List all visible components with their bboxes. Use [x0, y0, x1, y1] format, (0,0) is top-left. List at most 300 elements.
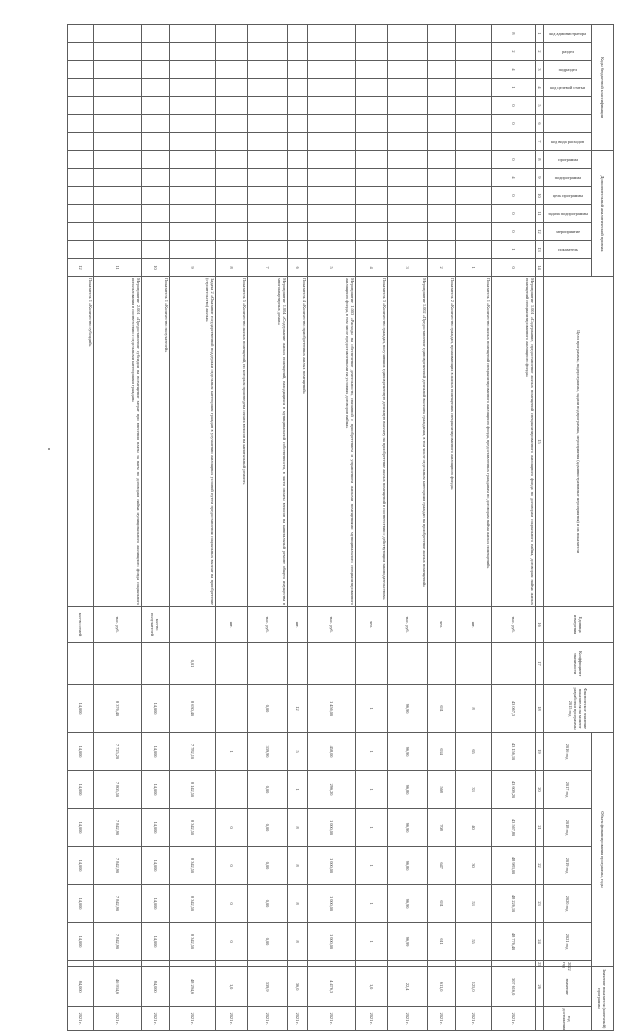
code-cell	[216, 187, 248, 205]
column-number: 18	[536, 685, 544, 733]
row-unit: чел.	[428, 607, 456, 643]
row-weight	[142, 643, 170, 685]
column-number: 7	[536, 133, 544, 151]
code-cell: 0	[492, 205, 536, 223]
code-cell	[94, 79, 142, 97]
row-year-value: 96,80	[388, 847, 428, 885]
code-cell	[308, 25, 356, 43]
header-code-label: программа	[558, 157, 578, 162]
row-year-value: 708	[428, 809, 456, 847]
code-cell	[248, 25, 288, 43]
row-year-value: 14,000	[68, 885, 94, 923]
header-weight: Коэффициент значимости	[544, 643, 614, 685]
row-description: Показатель 1 «Количество жилых помещений специализированного жилищного фонда, предоставленных гражданам по договорам найма жилых помещений»	[456, 277, 492, 607]
code-cell	[288, 133, 308, 151]
row-unit: шт.	[456, 607, 492, 643]
code-cell	[356, 223, 388, 241]
row-baseline: 14,000	[68, 685, 94, 733]
row-year-value: 296,20	[308, 771, 356, 809]
code-cell	[308, 43, 356, 61]
code-cell	[68, 61, 94, 79]
code-cell: 4	[492, 169, 536, 187]
row-year-value: 1	[356, 923, 388, 961]
row-baseline: 12	[288, 685, 308, 733]
code-cell	[142, 205, 170, 223]
row-year-value: 458,00	[308, 733, 356, 771]
code-cell	[94, 97, 142, 115]
column-number: 10	[536, 187, 544, 205]
row-baseline: 14,000	[142, 685, 170, 733]
row-weight	[216, 643, 248, 685]
row-weight	[248, 643, 288, 685]
scan-speck	[48, 448, 50, 450]
code-cell	[170, 25, 216, 43]
code-cell: 0	[492, 259, 536, 277]
row-year-value: 96,80	[388, 771, 428, 809]
code-cell	[170, 223, 216, 241]
header-final-year: год достижения	[544, 1007, 592, 1031]
code-cell	[308, 169, 356, 187]
code-cell	[356, 151, 388, 169]
row-year-value: 8	[288, 809, 308, 847]
code-cell: 8	[216, 259, 248, 277]
row-year-value: 14,000	[68, 923, 94, 961]
row-description: Мероприятие 2.001 «Предоставление субсидии на возмещение затрат при внесении платы за наем по договорам найма муниципального жилищного фонда социального использования в соответствии с отдельными категориями граждан»	[94, 277, 142, 607]
code-cell	[288, 61, 308, 79]
row-year-value: 634	[428, 733, 456, 771]
row-baseline: 8 630,40	[170, 685, 216, 733]
code-cell	[356, 205, 388, 223]
code-cell: 9	[170, 259, 216, 277]
row-final-year: 2021 г.	[68, 1007, 94, 1031]
code-cell	[288, 97, 308, 115]
code-cell	[68, 133, 94, 151]
row-weight	[288, 643, 308, 685]
header-code-col	[544, 61, 592, 79]
header-code-label: подраздел	[558, 67, 578, 72]
row-year-value: 8 342,50	[170, 847, 216, 885]
code-cell	[142, 115, 170, 133]
row-baseline: 631	[428, 685, 456, 733]
row-year-value: 7 725,20	[94, 733, 142, 771]
code-cell	[456, 115, 492, 133]
code-cell	[388, 241, 428, 259]
code-cell	[428, 241, 456, 259]
column-number-row	[536, 25, 544, 1031]
code-cell	[216, 169, 248, 187]
code-cell	[170, 115, 216, 133]
header-code-col	[544, 97, 592, 115]
column-number: 26	[536, 967, 544, 1007]
column-number: 13	[536, 241, 544, 259]
row-year-value: 1 000,00	[308, 809, 356, 847]
row-year-value: 96,90	[388, 733, 428, 771]
code-cell	[68, 223, 94, 241]
code-cell	[428, 115, 456, 133]
code-cell	[142, 169, 170, 187]
row-final-year: 2021 г.	[388, 1007, 428, 1031]
column-number: 20	[536, 771, 544, 809]
row-final-year: 2021 г.	[456, 1007, 492, 1031]
column-number: 5	[536, 97, 544, 115]
row-year-value: 631	[428, 885, 456, 923]
row-unit	[170, 607, 216, 643]
row-final-value: 22,4	[388, 967, 428, 1007]
row-year-value: 1	[356, 885, 388, 923]
row-final-year: 2021 г.	[142, 1007, 170, 1031]
header-code-col	[544, 241, 592, 259]
row-year-value: 48 226,10	[492, 885, 536, 923]
header-final-value: значение	[544, 967, 592, 1007]
row-weight	[428, 643, 456, 685]
row-final-value: 84,000	[68, 967, 94, 1007]
row-year-value: 0	[216, 923, 248, 961]
row-unit: тыс. руб.	[248, 607, 288, 643]
code-cell	[388, 79, 428, 97]
row-description: Показатель 3 «Количество граждан, получивших единовременную денежную выплату на приобретение жилых помещений в соответствии с действующим законодательством»	[356, 277, 388, 607]
code-cell	[216, 25, 248, 43]
row-year-value: 0,00	[248, 847, 288, 885]
row-final-year: 2021 г.	[94, 1007, 142, 1031]
row-description: Мероприятие 1.003 «Расходы на обеспечение деятельности, связанной с приобретением и управлением жилыми помещениями муниципального специализированного жилищного фонда, в том числе предоставленными на условиях договоров найма»	[308, 277, 356, 607]
row-year-value: 48 776,40	[492, 923, 536, 961]
row-year-value: 7 805,50	[94, 771, 142, 809]
code-cell	[428, 97, 456, 115]
header-code-label: раздел	[562, 49, 574, 54]
code-cell: 8	[492, 25, 536, 43]
code-cell: 11	[94, 259, 142, 277]
row-final-value: 125,0	[456, 967, 492, 1007]
header-code-label: подпрограмма	[554, 175, 582, 180]
code-cell	[388, 43, 428, 61]
row-final-value: 84,000	[142, 967, 170, 1007]
code-cell	[288, 151, 308, 169]
code-cell	[428, 25, 456, 43]
header-code-label: задача подпрограммы	[548, 211, 588, 216]
row-year-value: 339,90	[248, 733, 288, 771]
row-year-value: 8 342,50	[170, 809, 216, 847]
code-cell	[428, 169, 456, 187]
row-final-year: 2021 г.	[492, 1007, 536, 1031]
row-year-value: 30	[456, 847, 492, 885]
code-cell	[456, 25, 492, 43]
header-code-label: код вида расходов	[551, 139, 585, 144]
code-cell	[456, 205, 492, 223]
row-description: Показатель 2 «Количество граждан, проживающих в жилых помещениях специализированного жилищного фонда»	[428, 277, 456, 607]
header-final-group: Значение показателя (конечный) программы	[592, 967, 614, 1031]
row-final-value: 46 934,6	[94, 967, 142, 1007]
code-cell: 1	[492, 241, 536, 259]
row-year-value: 7 842,90	[94, 923, 142, 961]
row-final-value: 1,0	[356, 967, 388, 1007]
row-description: Показатель 1 «Количество получателей»	[142, 277, 170, 607]
row-year-value: 14,000	[68, 809, 94, 847]
row-year-value: 0,00	[248, 771, 288, 809]
row-year-value: 14,000	[142, 733, 170, 771]
code-cell	[456, 187, 492, 205]
header-cost-group: Объем финансирования программы, годы	[592, 733, 614, 967]
column-number: 25	[537, 962, 542, 967]
code-cell	[216, 223, 248, 241]
table-row	[388, 25, 428, 1031]
code-cell	[216, 43, 248, 61]
header-code-col	[544, 259, 592, 277]
row-final-year: 2021 г.	[248, 1007, 288, 1031]
table-row	[142, 25, 170, 1031]
row-year-value: 14,000	[68, 847, 94, 885]
code-cell	[170, 169, 216, 187]
row-year-value: 43 609,20	[492, 771, 536, 809]
column-number: 15	[536, 277, 544, 607]
code-cell	[170, 241, 216, 259]
row-year-value: 7 842,90	[94, 809, 142, 847]
code-cell	[170, 61, 216, 79]
row-final-value: 36,0	[288, 967, 308, 1007]
row-year-value: 14,000	[68, 733, 94, 771]
code-cell	[428, 151, 456, 169]
table-row	[248, 25, 288, 1031]
header-code-col	[544, 133, 592, 151]
row-year-value: 0,00	[248, 885, 288, 923]
row-year-value: 1	[356, 733, 388, 771]
code-cell	[94, 169, 142, 187]
code-cell	[308, 187, 356, 205]
header-code-label: код целевой статьи	[550, 85, 586, 90]
code-cell: 5	[308, 259, 356, 277]
code-cell	[388, 25, 428, 43]
column-number: 6	[536, 115, 544, 133]
table-row	[216, 25, 248, 1031]
row-final-year: 2021 г.	[356, 1007, 388, 1031]
row-final-value: 611,0	[428, 967, 456, 1007]
code-cell	[216, 133, 248, 151]
row-unit: тыс. руб.	[492, 607, 536, 643]
row-description: Показатель 4 «Количество приобретенных жилых помещений»	[288, 277, 308, 607]
row-year-value: 0	[216, 885, 248, 923]
code-cell	[216, 115, 248, 133]
row-weight: 0,01	[170, 643, 216, 685]
row-year-value: 14,000	[142, 885, 170, 923]
row-year-value: 0,00	[248, 923, 288, 961]
row-year-value: 96,90	[388, 809, 428, 847]
code-cell	[456, 169, 492, 187]
column-number: 3	[536, 61, 544, 79]
table-row	[456, 25, 492, 1031]
row-year-value: 1 000,00	[308, 885, 356, 923]
table-row	[94, 25, 142, 1031]
row-weight	[492, 643, 536, 685]
column-number: 23	[536, 885, 544, 923]
code-cell	[356, 61, 388, 79]
row-year-value: 568	[428, 771, 456, 809]
header-code-col	[544, 151, 592, 169]
code-cell	[94, 25, 142, 43]
column-number: 19	[536, 733, 544, 771]
code-cell	[170, 133, 216, 151]
row-baseline: 8	[456, 685, 492, 733]
code-cell	[248, 241, 288, 259]
row-unit: тыс. руб.	[308, 607, 356, 643]
code-cell	[94, 205, 142, 223]
code-cell	[216, 241, 248, 259]
row-description: Мероприятие 1.001 «Содержание, предоставление жилых помещений специализированного жилищного фонда по договорам социального найма, договорам найма жилых помещений специализированного жилищного фонда»	[492, 277, 536, 607]
code-cell	[428, 79, 456, 97]
row-year-value: 8 342,50	[170, 885, 216, 923]
code-cell	[94, 187, 142, 205]
code-cell	[68, 241, 94, 259]
row-year-value: 33	[456, 771, 492, 809]
code-cell	[216, 205, 248, 223]
header-code-label: код администратора	[549, 31, 587, 36]
row-year-value: 8	[288, 885, 308, 923]
column-number: 11	[536, 205, 544, 223]
code-cell: 3	[388, 259, 428, 277]
header-code-col	[544, 79, 592, 97]
row-year-value: 43 156,10	[492, 733, 536, 771]
row-description: Показатель 5 «Количество жилых помещений, по которым произведена оплата взносов на капитальный ремонт»	[216, 277, 248, 607]
row-year-value: 7 842,90	[94, 885, 142, 923]
table-row	[308, 25, 356, 1031]
code-cell	[142, 25, 170, 43]
row-unit: кол-во получателей	[142, 607, 170, 643]
code-cell	[456, 223, 492, 241]
row-year-value: 1 000,00	[308, 847, 356, 885]
row-year-value: 8 142,50	[170, 771, 216, 809]
code-cell	[288, 223, 308, 241]
code-cell	[68, 43, 94, 61]
row-final-year: 2021 г.	[216, 1007, 248, 1031]
header-code-col	[544, 115, 592, 133]
table-row	[288, 25, 308, 1031]
row-final-year: 2021 г.	[428, 1007, 456, 1031]
row-year-value: 40	[456, 809, 492, 847]
column-number: 22	[536, 847, 544, 885]
code-cell	[68, 205, 94, 223]
header-unit: Единица измерения	[544, 607, 614, 643]
row-final-year: 2021 г.	[170, 1007, 216, 1031]
header-baseline: Фактическое значение показателя на момент разработки программы 2015 год	[544, 685, 614, 733]
code-cell	[68, 169, 94, 187]
code-cell	[356, 169, 388, 187]
code-cell	[142, 241, 170, 259]
code-cell	[248, 133, 288, 151]
code-cell	[216, 61, 248, 79]
header-code-label: мероприятие	[556, 229, 580, 234]
column-number: 9	[536, 169, 544, 187]
code-cell	[68, 115, 94, 133]
code-cell	[428, 205, 456, 223]
header-year: 2017 год	[544, 771, 592, 809]
code-cell	[388, 115, 428, 133]
row-year-value: 65	[456, 733, 492, 771]
row-year-value: 1	[356, 847, 388, 885]
code-cell	[248, 151, 288, 169]
row-year-value: 647	[428, 847, 456, 885]
code-cell	[356, 43, 388, 61]
row-year-value: 96,99	[388, 923, 428, 961]
row-description: Мероприятие 1.004 «Содержание жилых помещений, находящихся в муниципальной собственности, в части оплаты взносов на капитальный ремонт общего имущества в многоквартирных домах»	[248, 277, 288, 607]
row-year-value	[216, 771, 248, 809]
code-cell	[456, 43, 492, 61]
code-cell	[248, 169, 288, 187]
code-cell	[248, 223, 288, 241]
code-cell	[456, 79, 492, 97]
row-final-year: 2021 г.	[308, 1007, 356, 1031]
code-cell	[428, 43, 456, 61]
code-cell	[388, 205, 428, 223]
code-cell	[94, 61, 142, 79]
code-cell	[356, 187, 388, 205]
header-code-col	[544, 223, 592, 241]
row-year-value: 5	[288, 733, 308, 771]
row-unit: чел.	[356, 607, 388, 643]
financing-table	[67, 24, 614, 1031]
code-cell	[142, 61, 170, 79]
row-year-value: 1	[216, 733, 248, 771]
row-unit: тыс. руб.	[388, 607, 428, 643]
code-cell	[308, 223, 356, 241]
row-year-value: 96,90	[388, 885, 428, 923]
code-cell	[308, 205, 356, 223]
column-number: 17	[536, 643, 544, 685]
code-cell: 1	[456, 259, 492, 277]
header-row-groups	[592, 25, 614, 1031]
header-program-title: Цели программы, подпрограммы, задачи подпрограммы, мероприятия (административные мероприятия) и их показатели	[544, 277, 614, 607]
code-cell	[68, 151, 94, 169]
code-cell	[388, 97, 428, 115]
header-budget-codes: Коды бюджетной классификации	[592, 25, 614, 151]
code-cell: 0	[492, 115, 536, 133]
code-cell	[288, 43, 308, 61]
row-year-value: 14,000	[68, 771, 94, 809]
row-weight	[388, 643, 428, 685]
row-year-value: 14,000	[142, 809, 170, 847]
code-cell	[170, 151, 216, 169]
code-cell	[216, 79, 248, 97]
row-year-value: 0,00	[248, 809, 288, 847]
code-cell	[356, 133, 388, 151]
column-number: 4	[536, 79, 544, 97]
row-year-value: 1 000,00	[308, 923, 356, 961]
code-cell	[456, 97, 492, 115]
header-extra-codes: Дополнительный аналитический признак	[592, 151, 614, 277]
code-cell	[456, 133, 492, 151]
code-cell: 6	[288, 259, 308, 277]
code-cell	[308, 61, 356, 79]
code-cell	[142, 151, 170, 169]
column-number: 14	[536, 259, 544, 277]
row-year-value: 611	[428, 923, 456, 961]
row-baseline: 1	[356, 685, 388, 733]
row-year-value: 7 782,10	[170, 733, 216, 771]
code-cell	[356, 25, 388, 43]
header-year: 2022 год	[544, 961, 592, 967]
code-cell	[170, 43, 216, 61]
row-baseline: 1 456,00	[308, 685, 356, 733]
code-cell	[68, 187, 94, 205]
header-year: 2016 год	[544, 733, 592, 771]
row-year-value: 0	[216, 847, 248, 885]
code-cell	[288, 169, 308, 187]
code-cell	[388, 187, 428, 205]
code-cell: 12	[68, 259, 94, 277]
code-cell: 1	[492, 79, 536, 97]
header-year: 2021 год	[544, 923, 592, 961]
table-row	[428, 25, 456, 1031]
row-description: Мероприятие 1.002 «Предоставление единовременной денежной выплаты гражданам, в том числе отдельным категориям граждан на приобретение жилых помещений»	[388, 277, 428, 607]
row-year-value: 1	[288, 771, 308, 809]
header-code-col	[544, 43, 592, 61]
